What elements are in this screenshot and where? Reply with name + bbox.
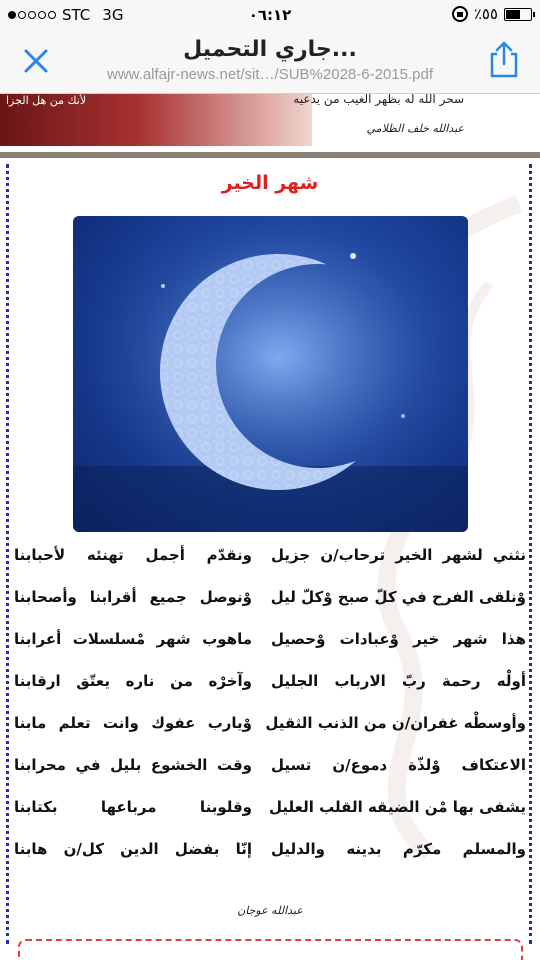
verse-first-hemistich: يشفى بها مْن الضيقه القلب العليل <box>269 798 526 816</box>
previous-page-author: عبدالله خلف الظلامي <box>366 122 464 135</box>
verse-second-hemistich: وْنوصل جميع أقرابنا وأصحابنا <box>14 588 252 606</box>
verse-second-hemistich: وقت الخشوع بليل في محرابنا <box>14 756 252 774</box>
page-divider <box>0 152 540 158</box>
battery-fill <box>506 10 520 19</box>
share-icon <box>486 40 522 80</box>
crescent-moon-icon <box>73 216 468 532</box>
battery-icon <box>504 8 532 21</box>
previous-page-text: سحر الله له بظهر الغيب من يدعيه <box>293 94 464 106</box>
verse-second-hemistich: وآخرْه من ناره يعتّق ارقابنا <box>14 672 252 690</box>
verse-first-hemistich: أولْه رحمة ربّ الارباب الجليل <box>271 672 526 690</box>
battery-percent: ٪٥٥ <box>473 5 498 23</box>
url-display[interactable]: www.alfajr-news.net/sit…/SUB%2028-6-2015.pdf <box>107 66 433 83</box>
navigation-bar <box>0 30 540 94</box>
poem-verse <box>0 748 540 788</box>
poem-verse <box>0 580 540 620</box>
previous-page-bottom <box>0 94 540 152</box>
status-time: ٠٦:١٢ <box>248 6 292 24</box>
page-title: جاري التحميل... <box>183 37 357 62</box>
poem-verse <box>0 832 540 872</box>
verse-second-hemistich: ماهوب شهر مْسلسلات أعرابنا <box>14 630 252 648</box>
poem-verse <box>0 664 540 704</box>
previous-page-banner-text: لأنك من هل الجزا <box>6 94 87 107</box>
verse-second-hemistich: إنّا بفضل الدين كل/ن هابنا <box>14 840 252 858</box>
verse-second-hemistich: ونقدّم أجمل تهنئه لأحبابنا <box>14 546 252 564</box>
network-type: 3G <box>102 6 124 24</box>
status-right <box>452 5 532 23</box>
verse-first-hemistich: هذا شهر خير وْعبادات وْحصيل <box>271 630 526 648</box>
share-button[interactable] <box>486 40 522 80</box>
verse-first-hemistich: نثني لشهر الخير ترحاب/ن جزيل <box>271 546 526 564</box>
poem-author: عبدالله عوجان <box>237 904 303 917</box>
verse-first-hemistich: الاعتكاف وْلذّة دموع/ن تسيل <box>271 756 526 774</box>
poem-verse <box>0 790 540 830</box>
rotation-lock-icon <box>452 6 468 22</box>
verse-first-hemistich: وأوسطْه غفران/ن من الذنب الثقيل <box>265 714 526 732</box>
poem-verse <box>0 538 540 578</box>
verse-second-hemistich: وْيارب عفوك وانت تعلم مابنا <box>14 714 252 732</box>
pdf-document-view[interactable] <box>0 94 540 960</box>
previous-page-banner <box>0 94 312 146</box>
carrier-name: STC <box>62 6 91 24</box>
next-section-border <box>18 939 523 960</box>
poem-verse <box>0 622 540 662</box>
verse-second-hemistich: وقلوبنا مرباعها بكتابنا <box>14 798 252 816</box>
crescent-moon-image <box>73 216 468 532</box>
poem-title: شهر الخير <box>221 172 319 194</box>
poem-verse <box>0 706 540 746</box>
verse-first-hemistich: والمسلم مكرّم بدينه والدليل <box>271 840 526 858</box>
status-bar <box>0 0 540 30</box>
verse-first-hemistich: وْنلقى الفرح في كلّ صبح وْكلّ ليل <box>270 588 526 606</box>
